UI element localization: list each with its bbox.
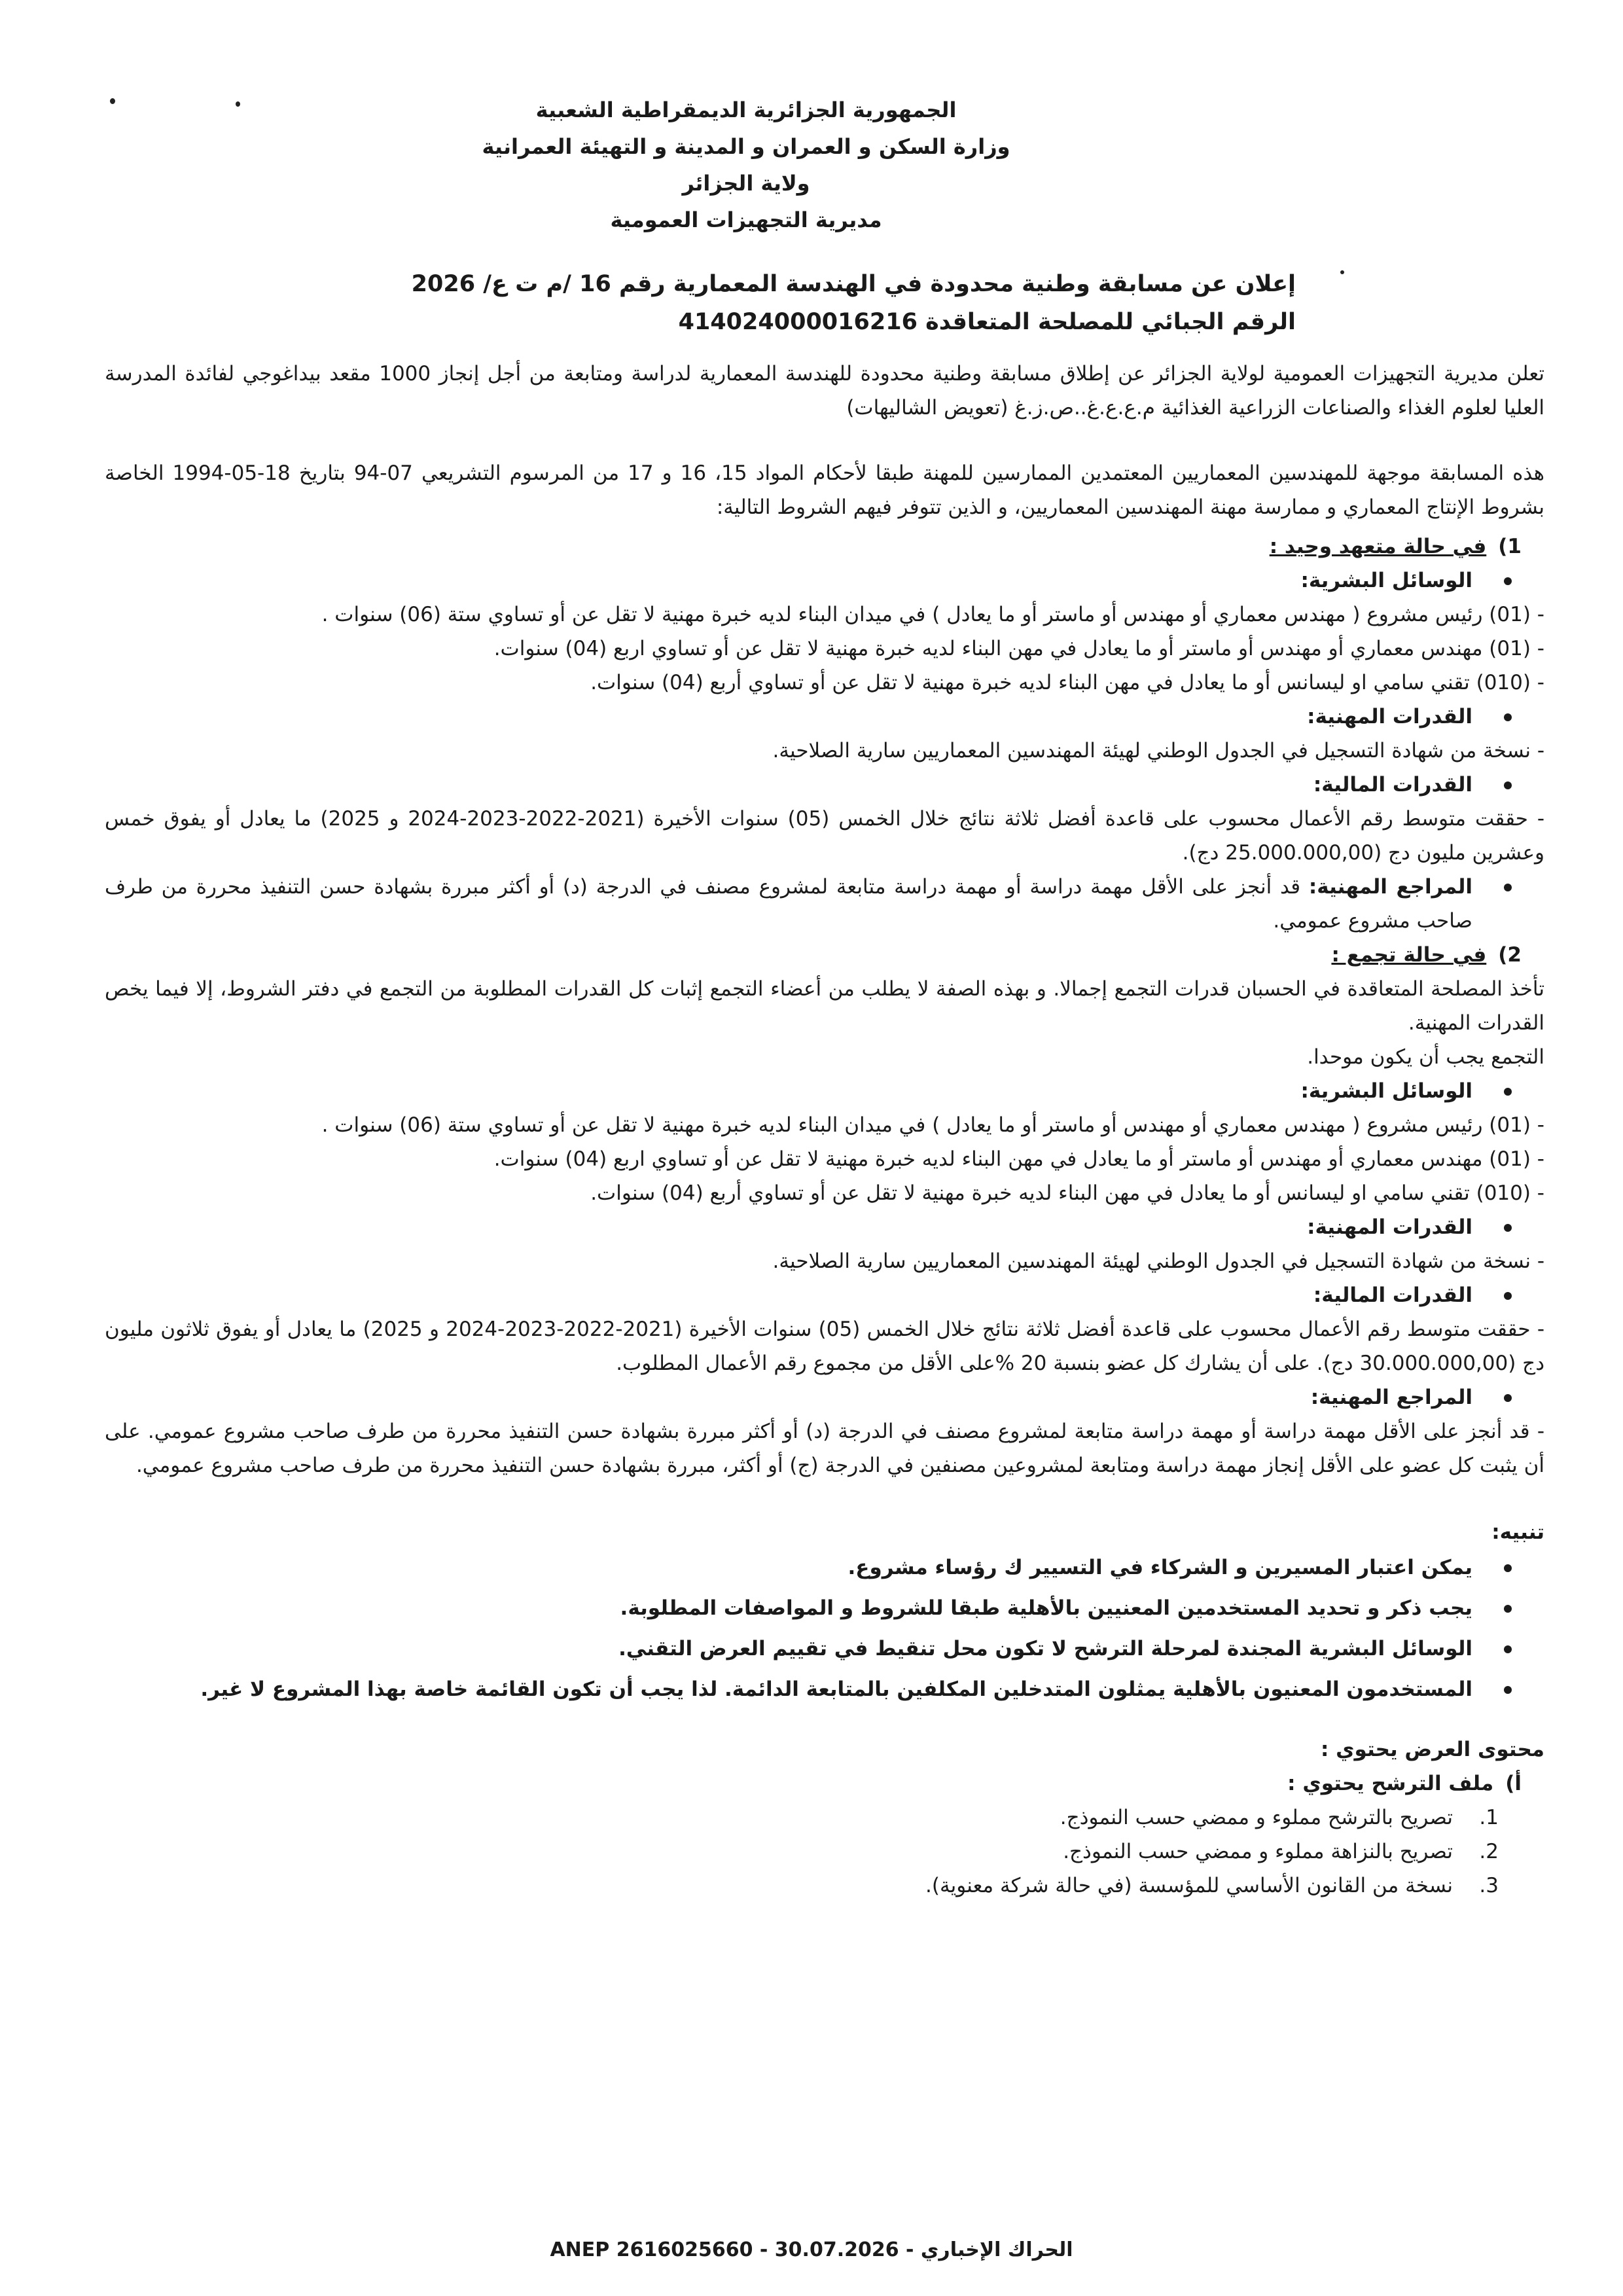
- title-line-2: الرقم الجبائي للمصلحة المتعاقدة 414024000016216: [678, 309, 1296, 335]
- s2-human-item: - (01) مهندس معماري أو مهندس أو ماستر أو ما يعادل في مهن البناء لديه خبرة مهنية لا تقل عن أو تساوي اربع (04) سنوات.: [493, 1147, 1544, 1171]
- notice-title: [249, 265, 1296, 341]
- s1-ref-title: المراجع المهنية:: [1308, 875, 1472, 899]
- content-list-item: 3. نسخة من القانون الأساسي للمؤسسة (في حالة شركة معنوية).: [925, 1874, 1499, 1897]
- scan-speck: [1340, 270, 1344, 274]
- directorate-name: مديرية التجهيزات العمومية: [610, 207, 882, 232]
- s1-human-item: - (010) تقني سامي او ليسانس أو ما يعادل في مهن البناء لديه خبرة مهنية لا تقل عن أو تساوي أربع (04) سنوات.: [590, 671, 1544, 694]
- s2-united: التجمع يجب أن يكون موحدا.: [1307, 1045, 1544, 1069]
- publication-footer: الحراك الإخباري - ANEP 2616025660 - 30.07.2026: [550, 2238, 1073, 2261]
- s2-human-item: - (010) تقني سامي او ليسانس أو ما يعادل في مهن البناء لديه خبرة مهنية لا تقل عن أو تساوي أربع (04) سنوات.: [590, 1181, 1544, 1205]
- letterhead: [0, 92, 1623, 238]
- s2-intro: تأخذ المصلحة المتعاقدة في الحسبان قدرات التجمع إجمالا. و بهذه الصفة لا يطلب من أعضاء التجمع إثبات كل القدرات المطلوبة من التجمع في دفتر الشروط، إلا فيما يخص القدرات المهنية.: [105, 977, 1544, 1035]
- s2-fin-text: - حققت متوسط رقم الأعمال محسوب على قاعدة أفضل ثلاثة نتائج خلال الخمس (05) سنوات الأخيرة (2021-2022-2023-2024 و 2025) ما يعادل أو يفوق ثلاثون مليون دج (30.000.000,00 دج). على أن يشارك كل عضو بنسبة 20 %على الأقل من مجموع رقم الأعمال المطلوب.: [105, 1318, 1544, 1375]
- s2-prof-title: القدرات المهنية:: [105, 1210, 1544, 1244]
- content-list-item: 1. تصريح بالترشح مملوء و ممضي حسب النموذج.: [1060, 1806, 1499, 1829]
- s1-fin-text: - حققت متوسط رقم الأعمال محسوب على قاعدة أفضل ثلاثة نتائج خلال الخمس (05) سنوات الأخيرة (2021-2022-2023-2024 و 2025) ما يعادل أو يفوق خمس وعشرين مليون دج (25.000.000,00 دج).: [105, 807, 1545, 865]
- notice-heading: تنبيه:: [1491, 1520, 1544, 1544]
- notice-item: الوسائل البشرية المجندة لمرحلة الترشح لا تكون محل تنقيط في تقييم العرض التقني.: [105, 1632, 1544, 1666]
- s1-ref-text: قد أنجز على الأقل مهمة دراسة أو مهمة دراسة متابعة لمشروع مصنف في الدرجة (د) أو أكثر مبررة بشهادة حسن التنفيذ محررة من طرف صاحب مشروع عمومي.: [105, 875, 1472, 933]
- s1-prof-title: القدرات المهنية:: [105, 700, 1544, 734]
- section-2-title: في حالة تجمع :: [1331, 943, 1487, 967]
- s1-human-item: - (01) مهندس معماري أو مهندس أو ماستر أو ما يعادل في مهن البناء لديه خبرة مهنية لا تقل عن أو تساوي اربع (04) سنوات.: [493, 637, 1544, 660]
- section-1-heading: 1)في حالة متعهد وحيد :: [1269, 535, 1522, 558]
- s1-references: [105, 870, 1544, 938]
- republic-name: الجمهورية الجزائرية الديمقراطية الشعبية: [535, 98, 957, 122]
- ministry-name: وزارة السكن و العمران و المدينة و التهيئة العمرانية: [482, 134, 1010, 159]
- s1-human-item: - (01) رئيس مشروع ( مهندس معماري أو مهندس أو ماستر أو ما يعادل ) في ميدان البناء لديه خبرة مهنية لا تقل عن أو تساوي ستة (06) سنوات .: [321, 603, 1544, 626]
- s2-ref-text: - قد أنجز على الأقل مهمة دراسة أو مهمة دراسة متابعة لمشروع مصنف في الدرجة (د) أو أكثر مبررة بشهادة حسن التنفيذ محررة من طرف صاحب مشروع عمومي. على أن يثبت كل عضو على الأقل إنجاز مهمة دراسة ومتابعة لمشروعين مصنفين في الدرجة (ج) أو أكثر، مبررة بشهادة حسن التنفيذ محررة من طرف صاحب مشروع عمومي.: [105, 1420, 1544, 1477]
- wilaya-name: ولاية الجزائر: [682, 171, 810, 196]
- section-2-heading: 2)في حالة تجمع :: [1331, 943, 1522, 967]
- candidacy-file-heading: أ)ملف الترشح يحتوي :: [1287, 1772, 1522, 1795]
- section-1-title: في حالة متعهد وحيد :: [1269, 535, 1487, 558]
- s2-human-item: - (01) رئيس مشروع ( مهندس معماري أو مهندس أو ماستر أو ما يعادل ) في ميدان البناء لديه خبرة مهنية لا تقل عن أو تساوي ستة (06) سنوات .: [321, 1113, 1544, 1137]
- s2-ref-title: المراجع المهنية:: [105, 1380, 1544, 1414]
- s1-prof-text: - نسخة من شهادة التسجيل في الجدول الوطني لهيئة المهندسين المعماريين سارية الصلاحية.: [772, 739, 1544, 762]
- notice-item: المستخدمون المعنيون بالأهلية يمثلون المتدخلين المكلفين بالمتابعة الدائمة. لذا يجب أن تكون القائمة خاصة بهذا المشروع لا غير.: [105, 1672, 1544, 1706]
- s1-human-title: الوسائل البشرية:: [105, 564, 1544, 598]
- notice-item: يجب ذكر و تحديد المستخدمين المعنيين بالأهلية طبقا للشروط و المواصفات المطلوبة.: [105, 1591, 1544, 1625]
- s2-prof-text: - نسخة من شهادة التسجيل في الجدول الوطني لهيئة المهندسين المعماريين سارية الصلاحية.: [772, 1249, 1544, 1273]
- content-list-item: 2. تصريح بالنزاهة مملوء و ممضي حسب النموذج.: [1063, 1840, 1499, 1863]
- document-body: [105, 357, 1544, 1903]
- intro-paragraph-2: هذه المسابقة موجهة للمهندسين المعماريين المعتمدين الممارسين للمهنة طبقا لأحكام المواد 15، 16 و 17 من المرسوم التشريعي 07-94 بتاريخ 18-05-1994 الخاصة بشروط الإنتاج المعماري و ممارسة مهنة المهندسين المعماريين، و الذين تتوفر فيهم الشروط التالية:: [105, 461, 1544, 519]
- notice-item: يمكن اعتبار المسيرين و الشركاء في التسيير ك رؤساء مشروع.: [105, 1551, 1544, 1585]
- s1-fin-title: القدرات المالية:: [105, 768, 1544, 802]
- title-line-1: إعلان عن مسابقة وطنية محدودة في الهندسة المعمارية رقم 16 /م ت ع/ 2026: [411, 271, 1296, 297]
- s2-human-title: الوسائل البشرية:: [105, 1074, 1544, 1108]
- intro-paragraph-1: تعلن مديرية التجهيزات العمومية لولاية الجزائر عن إطلاق مسابقة وطنية محدودة للهندسة المعمارية لدراسة ومتابعة من أجل إنجاز 1000 مقعد بيداغوجي لفائدة المدرسة العليا لعلوم الغذاء والصناعات الزراعية الغذائية م.ع.ع.غ..ص.ز.غ (تعويض الشاليهات): [105, 362, 1544, 420]
- s2-fin-title: القدرات المالية:: [105, 1278, 1544, 1312]
- content-heading: محتوى العرض يحتوي :: [1320, 1738, 1544, 1761]
